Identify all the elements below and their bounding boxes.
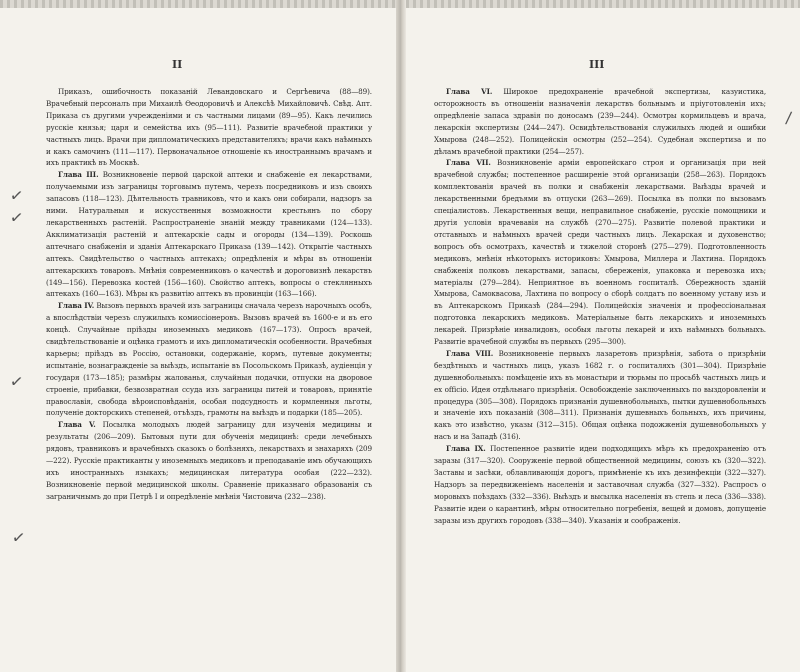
paragraph [46,86,372,169]
paragraph [46,300,372,419]
paragraph-text: Приказъ, ошибочность показаній Левандовскаго и Сергѣевича (88—89). Врачебный персоналъ при Михаилѣ Ѳеодоровичѣ и Алексѣѣ Михайловичѣ. Свѣд. Апт. Приказа съ другими учрежденіями и съ частными лицами (89—95). Какъ лечились русскіе князья; царя и семейства ихъ (95—111). Развитіе врачебной практики у частныхъ лицъ. Врачи при дипломатическихъ представителяхъ; врачи какъ наѣмныхъ и какъ самочинъ (111—117). Первоначальное отношеніе къ иностраннымъ врачамъ и ихъ практикѣ въ Москвѣ. [46,87,372,168]
paragraph [434,86,766,157]
paragraph-text: Посылка молодыхъ людей заграницу для изученія медицины и результаты (206—209). Бытовыя пути для обученія медицинѣ: среди лечебныхъ рядовъ, травниковъ и врачебныхъ сказокъ о болѣзняхъ, лекарствахъ и знахаряхъ (209—222). Русскіе практиканты у иноземныхъ медиковъ и преподаваніе имъ обучающихъ ихъ иностранныхъ языкахъ; медицинская литература особая (222—232). Возникновеніе первой медицинской школы. Сравненіе приказнаго образованія съ заграничнымъ до при Петрѣ I и опредѣленіе мнѣнія Чистовича (232—238). [46,420,372,501]
left-page-body [46,86,372,503]
paragraph-text: Вызовъ первыхъ врачей изъ заграницы сначала черезъ нарочныхъ особъ, а впослѣдствіи черезъ служилыхъ комиссіонеровъ. Вызовъ врачей въ 1600-е и въ его концѣ. Случайные пріѣзды иноземныхъ медиковъ (167—173). Опросъ врачей, свидѣтельствованіе и оцѣнка грамотъ и ихъ дипломатическія особенности. Врачебныя карьеры; пріѣздъ въ Россію, остановки, содержаніе, кормъ, путевые документы; испытаніе, вознагражденіе за выѣздъ, испытаніе въ Посольскомъ Приказѣ, аудіенція у государя (173—185); размѣры жалованья, случайныя подачки, отпуски на дворовое строеніе, прибавки, безвозвратная ссуда изъ заграницы питей и товаровъ, принятіе православія, свобода вѣроисповѣданія, особая подсудность и кормленныя льготы, полученіе докторскихъ степеней, отъѣздъ, грамоты на выѣздъ и подарки (185—205). [46,301,372,418]
paragraph-text: Постепенное развитіе идеи подходящихъ мѣръ къ предохраненію отъ заразы (317—320). Сооруженіе первой общественной медицины, союзъ къ (320—322). Заставы и засѣки, облавливающія дорогъ, примѣненіе къ ихъ дезинфекціи (322—327). Надзоръ за передвиженіемъ населенія и заставочная служба (327—332). Распросъ о моровыхъ поѣздахъ (332—336). Выѣздъ и высылка населенія въ степь и леса (336—338). Развитіе идеи о карантинѣ, мѣры относительно погребенія, вещей и домовъ, допущеніе заразы изъ другихъ городовъ (338—340). Указанія и соображенія. [434,444,767,525]
right-page [406,0,800,672]
handwritten-check-mark: ✓ [8,185,25,206]
paragraph-text: Возникновеніе первой царской аптеки и снабженіе ея лекарствами, получаемыми изъ заграницы торговымъ путемъ, черезъ посредниковъ и изъ своихъ запасовъ (118—123). Дѣятельность травниковъ, что и какъ они собирали, надзоръ за ними. Натуральныя и искусственныя возможности крестьянъ по сбору лекарственныхъ растеній. Распространеніе знаній между травниками (124—133). Акклиматизація растеній и аптекарскіе сады и огороды (134—139). Роскошь аптечнаго снабженія и зданія Аптекарскаго Приказа (139—142). Открытіе частныхъ аптекъ. Свидѣтельство о частныхъ аптекахъ; опредѣленія и мѣры въ отношеніи аптекарскихъ товаровъ. Мнѣнія современниковъ о качествѣ и дороговизнѣ лекарствъ (149—156). Перевозка костей (156—160). Свойство аптекъ, вопросы о стеклянныхъ аптекахъ (160—163). Мѣры къ развитію аптекъ въ провинціи (163—166). [46,170,373,299]
book-gutter [396,0,406,672]
paragraph-text: Возникновеніе первыхъ лазаретовъ призрѣнія, забота о призрѣніи бездѣтныхъ и частныхъ лицъ, указъ 1682 г. о госпиталяхъ (301—304). Призрѣніе душевнобольныхъ: помѣщеніе ихъ въ монастыри и тюрьмы по просьбѣ частныхъ лицъ и ex officio. Идея отдѣльнаго призрѣнія. Освобожденіе заключенныхъ по выздоровленіи и процедура (305—308). Порядокъ признанія душевнобольныхъ, пытки душевнобольныхъ и значеніе ихъ показаній (308—311). Признанія душевныхъ больныхъ, ихъ причины, какъ это извѣстно, указы (312—315). Общая оцѣнка подожженія душевнобольныхъ у насъ и на Западѣ (316). [434,348,767,442]
page-number-right: III [589,58,605,71]
paragraph [434,157,766,348]
right-page-body [434,86,766,527]
paragraph [434,348,766,443]
handwritten-check-mark: ✓ [8,207,25,228]
chapter-heading: Глава VII. [446,158,491,168]
chapter-heading: Глава IX. [446,444,486,454]
paragraph-text: Широкое предохраненіе врачебной экспертизы, казуистика, осторожность въ отношеніи назначенія лекарствъ больнымъ и пріуготовленія ихъ; опредѣленіе запаса здравія по доносамъ (239—244). Осмотры кормильцевъ и врача, лекарскія экспертизы (244—247). Освидѣтельствованія служилыхъ людей и ошибки Хмырова (248—252). Полицейскія осмотры (252—254). Судебная экспертиза и по дѣламъ врачебной практики (254—257). [434,87,766,156]
chapter-heading: Глава III. [58,170,99,180]
handwritten-check-mark: ✓ [10,527,27,548]
paragraph [434,443,766,526]
chapter-heading: Глава VIII. [446,348,494,358]
left-page [0,0,396,672]
paragraph [46,419,372,502]
page-number-left: II [172,58,183,71]
handwritten-slash-mark: / [784,107,793,128]
chapter-heading: Глава V. [58,420,96,430]
chapter-heading: Глава VI. [446,87,493,96]
paragraph [46,169,372,300]
paragraph-text: Возникновеніе арміи европейскаго строя и организація при ней врачебной службы; постепенное расширеніе этой организаціи (258—263). Порядокъ комплектованія врачей въ полки и снабженія лекарствами. Выѣзды врачей и лекарственными бредъями въ отпуски (263—269). Посылка въ полки по вызовамъ спеціалистовъ. Лекарственныя вещи, неправильное снабженіе, русскіе помощники и другія условія врачевавія на службѣ (270—275). Развитіе полевой практики и отставныхъ и наѣмныхъ врачей среди частныхъ лицъ. Лекарская и духовенство; вопросъ объ осмотрахъ, качествѣ и тяжелой сторонѣ (275—279). Подготовленность медиковъ, мнѣнія нѣкоторыхъ историковъ: Хмырова, Миллера и Лахтина. Порядокъ снабженія полковъ лекарствами, запасы, сбереженія, упаковка и перевозка ихъ; матеріалы (279—284). Неприятное въ военномъ госпиталѣ. Сбережность зданій Хмырова, Самоквасова, Лахтина по вопросу о сборѣ солдатъ по военному уставу изъ и въ Аптекарскомъ Приказѣ (284—294). Полицейскія значенія и профессіональная подготовка лекарскихъ медиковъ. Матеріальные быть лекарскихъ и иноземныхъ лекарей. Призрѣніе инвалидовъ, особыя льготы лекарей и ихъ наѣмныхъ больныхъ. Развитіе врачебной службы въ первыхъ (295—300). [434,158,766,347]
chapter-heading: Глава IV. [58,301,95,311]
handwritten-check-mark: ✓ [8,371,25,392]
